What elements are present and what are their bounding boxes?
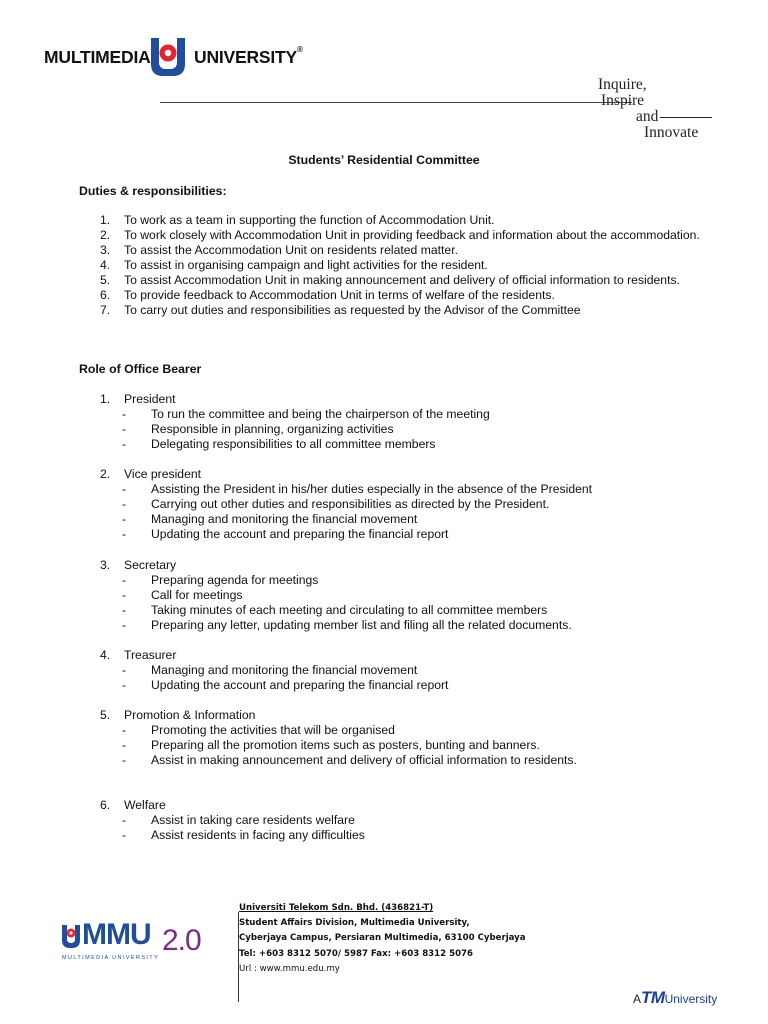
motto-line-1: Inquire, (598, 76, 647, 93)
role-vice-president (100, 467, 720, 542)
list-item: - Preparing all the promotion items such as posters, bunting and banners. (122, 738, 540, 752)
list-item: - Preparing any letter, updating member list and filing all the related documents. (122, 618, 572, 632)
roles-heading: Role of Office Bearer (79, 362, 202, 376)
mmu-logo-version: 2.0 (162, 924, 201, 957)
role-title: 4. Treasurer (100, 648, 177, 662)
header-divider (160, 102, 632, 103)
list-item: - Delegating responsibilities to all committee members (122, 437, 436, 451)
list-item: 2. To work closely with Accommodation Unit in providing feedback and information about the accommodation. (100, 228, 700, 242)
footer-contact (239, 901, 526, 977)
footer-company: Universiti Telekom Sdn. Bhd. (436821-T) (239, 903, 434, 913)
role-title: 3. Secretary (100, 558, 177, 572)
tm-prefix: A (633, 992, 642, 1006)
role-title: 2. Vice president (100, 467, 202, 481)
list-item: - Promoting the activities that will be organised (122, 723, 395, 737)
brand-left-text: MULTIMEDIA (44, 47, 151, 67)
list-item: - Assist residents in facing any difficulties (122, 828, 365, 842)
mmu-logo-text: MMU (82, 918, 151, 951)
list-item: - Assisting the President in his/her duties especially in the absence of the President (122, 482, 593, 496)
footer-address: Cyberjaya Campus, Persiaran Multimedia, 63100 Cyberjaya (239, 933, 526, 944)
role-secretary (100, 558, 720, 633)
list-item: - Managing and monitoring the financial movement (122, 663, 418, 677)
list-item: 3. To assist the Accommodation Unit on residents related matter. (100, 243, 458, 257)
role-promotion-information (100, 708, 720, 768)
list-item: - Carrying out other duties and responsibilities as directed by the President. (122, 497, 550, 511)
list-item: - Call for meetings (122, 588, 243, 602)
mmu-logo-subtext: MULTIMEDIA UNIVERSITY (62, 955, 160, 961)
list-item: - Preparing agenda for meetings (122, 573, 319, 587)
list-item: - Updating the account and preparing the financial report (122, 678, 449, 692)
role-president (100, 392, 720, 452)
brand-right-text: UNIVERSITY® (194, 45, 303, 67)
list-item: 5. To assist Accommodation Unit in making announcement and delivery of official information to residents. (100, 273, 680, 287)
list-item: - To run the committee and being the chairperson of the meeting (122, 407, 490, 421)
tm-university-logo (633, 988, 717, 1008)
role-title: 5. Promotion & Information (100, 708, 256, 722)
list-item: 7. To carry out duties and responsibilities as requested by the Advisor of the Committee (100, 303, 581, 317)
tm-suffix: University (664, 992, 718, 1006)
tm-brand: TM (641, 988, 665, 1007)
list-item: - Taking minutes of each meeting and circulating to all committee members (122, 603, 548, 617)
footer-phone: Tel: +603 8312 5070/ 5987 Fax: +603 8312 5076 (239, 948, 474, 959)
footer-division: Student Affairs Division, Multimedia University, (239, 918, 470, 929)
list-item: - Managing and monitoring the financial movement (122, 512, 418, 526)
list-item: - Assist in taking care residents welfare (122, 813, 355, 827)
mmu-emblem-icon (145, 36, 191, 78)
motto-line-2: Inspire (601, 92, 645, 109)
role-welfare (100, 798, 720, 843)
list-item: 1. To work as a team in supporting the function of Accommodation Unit. (100, 213, 495, 227)
motto (598, 76, 699, 141)
list-item: 4. To assist in organising campaign and light activities for the resident. (100, 258, 488, 272)
duties-heading: Duties & responsibilities: (79, 184, 227, 198)
footer-url[interactable]: Url : www.mmu.edu.my (239, 963, 340, 974)
motto-line-3: and (636, 109, 712, 125)
list-item: - Assist in making announcement and delivery of official information to residents. (122, 753, 577, 767)
list-item: - Responsible in planning, organizing activities (122, 422, 394, 436)
document-title: Students’ Residential Committee (288, 153, 480, 167)
duties-list (100, 213, 710, 318)
role-treasurer (100, 648, 720, 693)
motto-line-4: Innovate (644, 124, 699, 141)
role-title: 1. President (100, 392, 176, 406)
list-item: 6. To provide feedback to Accommodation Unit in terms of welfare of the residents. (100, 288, 555, 302)
mmu-emblem-small-icon (60, 924, 82, 950)
role-title: 6. Welfare (100, 798, 166, 812)
list-item: - Updating the account and preparing the financial report (122, 527, 449, 541)
mmu-2-0-logo (60, 918, 230, 968)
